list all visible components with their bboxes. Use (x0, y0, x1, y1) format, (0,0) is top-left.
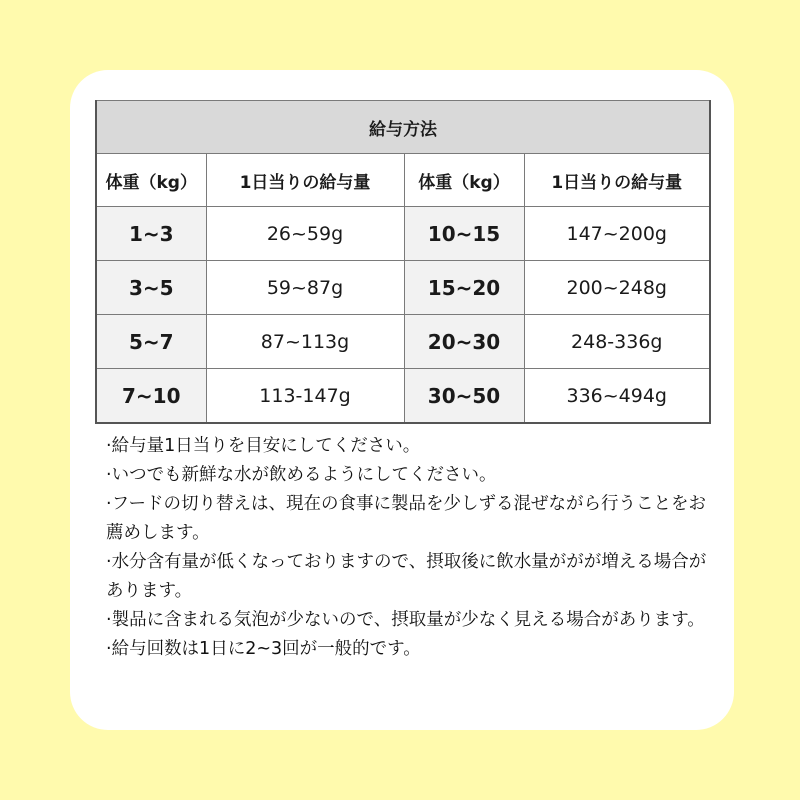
amount-cell: 248-336g (524, 315, 710, 369)
note-item: ·フードの切り替えは、現在の食事に製品を少しずる混ぜながら行うことをお薦めします。 (106, 494, 707, 543)
weight-cell: 7~10 (96, 369, 206, 424)
weight-cell: 20~30 (404, 315, 524, 369)
weight-cell: 1~3 (96, 207, 206, 261)
weight-cell: 10~15 (404, 207, 524, 261)
amount-cell: 147~200g (524, 207, 710, 261)
table-row (96, 369, 710, 424)
amount-cell: 59~87g (206, 261, 404, 315)
header-weight-1: 体重（kg） (96, 154, 206, 207)
note-item: ·給与回数は1日に2~3回が一般的です。 (106, 639, 421, 659)
amount-cell: 336~494g (524, 369, 710, 424)
header-weight-2: 体重（kg） (404, 154, 524, 207)
amount-cell: 200~248g (524, 261, 710, 315)
table-title-row (96, 101, 710, 154)
note-item: ·製品に含まれる気泡が少ないので、摂取量が少なく見える場合があります。 (106, 610, 705, 630)
header-amount-2: 1日当りの給与量 (524, 154, 710, 207)
table-row (96, 315, 710, 369)
header-amount-1: 1日当りの給与量 (206, 154, 404, 207)
note-item: ·給与量1日当りを目安にしてください。 (106, 436, 421, 456)
weight-cell: 30~50 (404, 369, 524, 424)
feeding-table (95, 100, 711, 424)
note-item: ·いつでも新鮮な水が飲めるようにしてください。 (106, 465, 497, 485)
table-title: 給与方法 (96, 101, 710, 154)
amount-cell: 26~59g (206, 207, 404, 261)
amount-cell: 87~113g (206, 315, 404, 369)
table-row (96, 261, 710, 315)
note-item: ·水分含有量が低くなっておりますので、摂取後に飲水量ががが増える場合があります。 (106, 552, 707, 601)
table-row (96, 207, 710, 261)
amount-cell: 113-147g (206, 369, 404, 424)
table-header-row (96, 154, 710, 207)
feeding-notes (106, 432, 718, 664)
weight-cell: 3~5 (96, 261, 206, 315)
weight-cell: 5~7 (96, 315, 206, 369)
weight-cell: 15~20 (404, 261, 524, 315)
